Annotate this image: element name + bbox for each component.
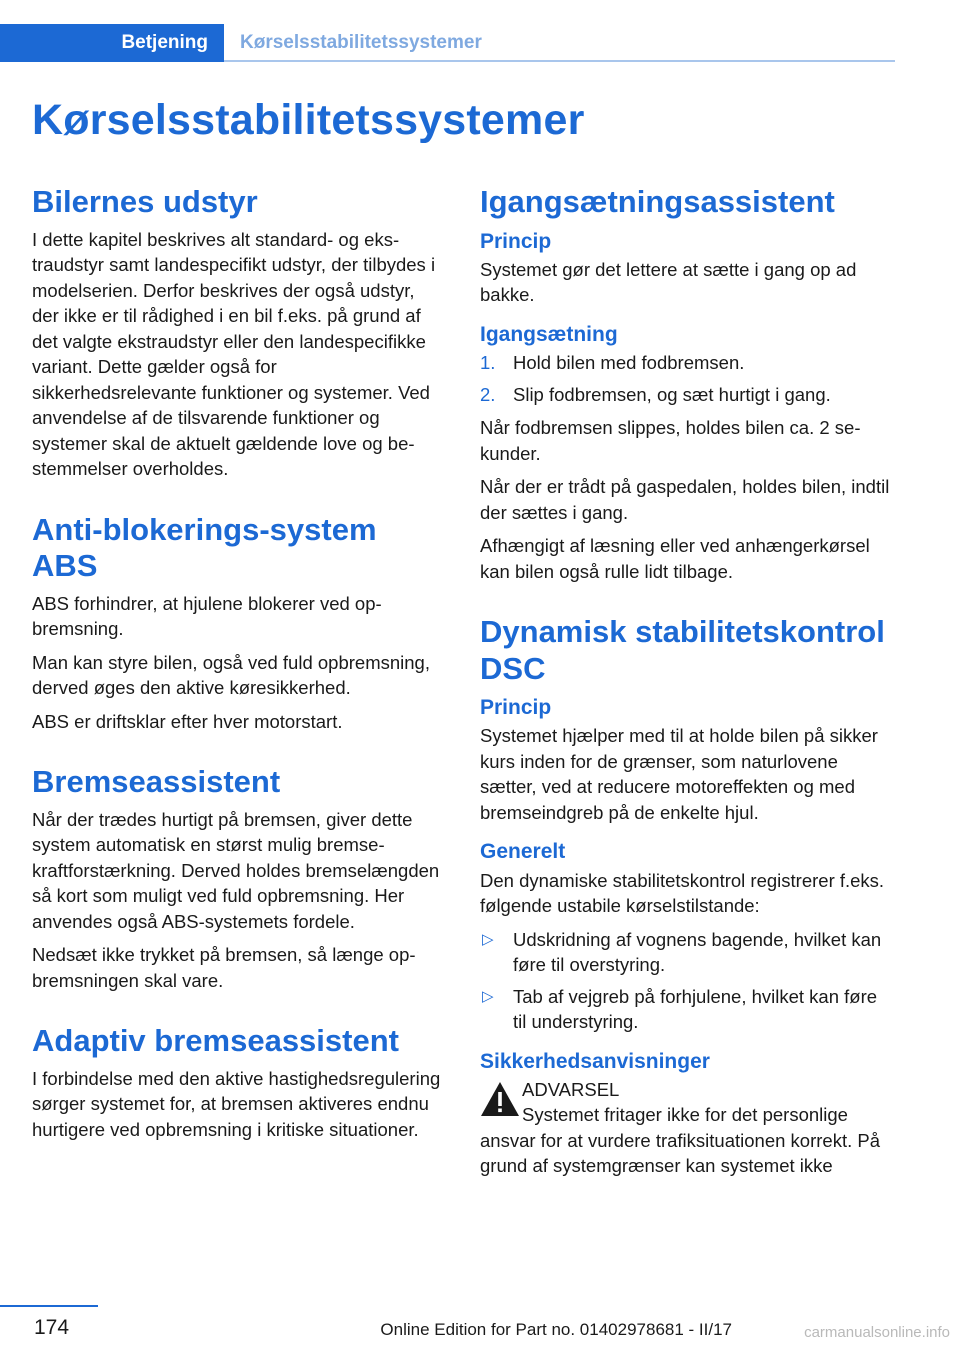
paragraph: ABS er driftsklar efter hver motorstart. (32, 710, 343, 732)
right-column (480, 184, 894, 1179)
paragraph: Når fodbremsen slippes, holdes bilen ca. 2 sekunder. (480, 417, 861, 464)
page-number: 174 (34, 1316, 70, 1339)
paragraph: I dette kapitel beskrives alt standard- og ekstraudstyr samt landespecifikt udstyr, der tilbydes i modelserien. Derfor beskrives der også udstyr, der ikke er til rådighed i en bil f.eks. på grund af det valgte ekstraudstyr eller den landespecifikke variant. Dette gælder også for sikkerhedsrelevante funktioner og systemer. Ved anvendelse af de tilsvarende funktioner og systemer skal de aktuelt gældende love og bestemmelser overholdes. (32, 228, 436, 480)
paragraph: Afhængigt af læsning eller ved anhængerkørsel kan bilen også rulle lidt tilbage. (480, 535, 870, 582)
triangle-bullet-icon: ▷ (482, 987, 494, 1005)
subheading-princip: Princip (480, 229, 552, 253)
triangle-bullet-icon: ▷ (482, 930, 494, 948)
header-bar (0, 24, 895, 62)
paragraph: I forbindelse med den aktive hastighedsregulering sørger systemet for, at bremsen aktiveres endnu hurtigere ved opbremsning i kritiske situationer. (32, 1067, 441, 1140)
watermark: carmanualsonline.info (804, 1324, 950, 1341)
paragraph: Når der trædes hurtigt på bremsen, giver dette system automatisk en størst mulig bremsekraftforstærkning. Derved holdes bremselængden så kort som muligt ved fuld opbremsning. Her anvendes også ABS-systemets fordele. (32, 808, 440, 932)
heading-abs: Anti-blokerings-system ABS (32, 511, 377, 584)
list-item (480, 927, 894, 978)
step-number: 2. (480, 383, 496, 405)
paragraph: ABS forhindrer, at hjulene blokerer ved opbremsning. (32, 592, 382, 640)
heading-dsc: Dynamisk stabilitetskontrol DSC (480, 614, 885, 686)
heading-bremseassistent: Bremseassistent (32, 764, 281, 800)
step-text: Hold bilen med fodbremsen. (513, 352, 745, 374)
breadcrumb[interactable]: Kørselsstabilitetssystemer (240, 32, 482, 53)
bullet-list (480, 927, 894, 1035)
warning-title: ADVARSEL (522, 1078, 620, 1100)
subheading-igangsaetning: Igangsætning (480, 322, 618, 346)
page-title: Kørselsstabilitetssystemer (32, 96, 585, 144)
heading-bilernes-udstyr: Bilernes udstyr (32, 184, 258, 219)
heading-adaptiv-bremseassistent: Adaptiv bremseassistent (32, 1023, 399, 1059)
footer-divider (0, 1305, 98, 1307)
subheading-sikkerhedsanvisninger: Sikkerhedsanvisninger (480, 1049, 710, 1073)
step-number: 1. (480, 352, 496, 374)
header-divider (224, 60, 895, 62)
edition-text: Online Edition for Part no. 01402978681 - II/17 (380, 1320, 732, 1339)
steps-list (480, 350, 894, 407)
subheading-princip: Princip (480, 696, 552, 720)
subheading-generelt: Generelt (480, 840, 566, 864)
list-item (480, 382, 894, 408)
list-item (480, 350, 894, 376)
paragraph: Den dynamiske stabilitetskontrol registrerer f.eks. følgende ustabile kørselstilstande: (480, 869, 885, 917)
warning-text: Systemet fritager ikke for det personlige ansvar for at vurdere trafiksituationen korrekt. På grund af systemgrænser kan systemet ikke (480, 1104, 880, 1177)
section-tab[interactable]: Betjening (0, 24, 224, 62)
paragraph: Systemet hjælper med til at holde bilen på sikker kurs inden for de grænser, som naturlovene sætter, ved at reducere motoreffekten og med bremseindgreb på de enkelte hjul. (480, 725, 878, 823)
paragraph: Man kan styre bilen, også ved fuld opbremsning, derved øges den aktive køresikkerhed. (32, 651, 430, 699)
list-item (480, 984, 894, 1035)
paragraph: Nedsæt ikke trykket på bremsen, så længe opbremsningen skal vare. (32, 944, 416, 991)
bullet-text: Udskridning af vognens bagende, hvilket kan føre til overstyring. (513, 928, 882, 976)
warning-block (480, 1077, 894, 1179)
paragraph: Når der er trådt på gaspedalen, holdes bilen, indtil der sættes i gang. (480, 476, 890, 523)
left-column (32, 184, 446, 1150)
paragraph: Systemet gør det lettere at sætte i gang op ad bakke. (480, 258, 857, 306)
heading-igangsaetningsassistent: Igangsætningsassistent (480, 184, 835, 219)
bullet-text: Tab af vejgreb på forhjulene, hvilket kan føre til understyring. (513, 985, 878, 1033)
step-text: Slip fodbremsen, og sæt hurtigt i gang. (513, 383, 831, 405)
warning-triangle-icon (480, 1081, 520, 1117)
